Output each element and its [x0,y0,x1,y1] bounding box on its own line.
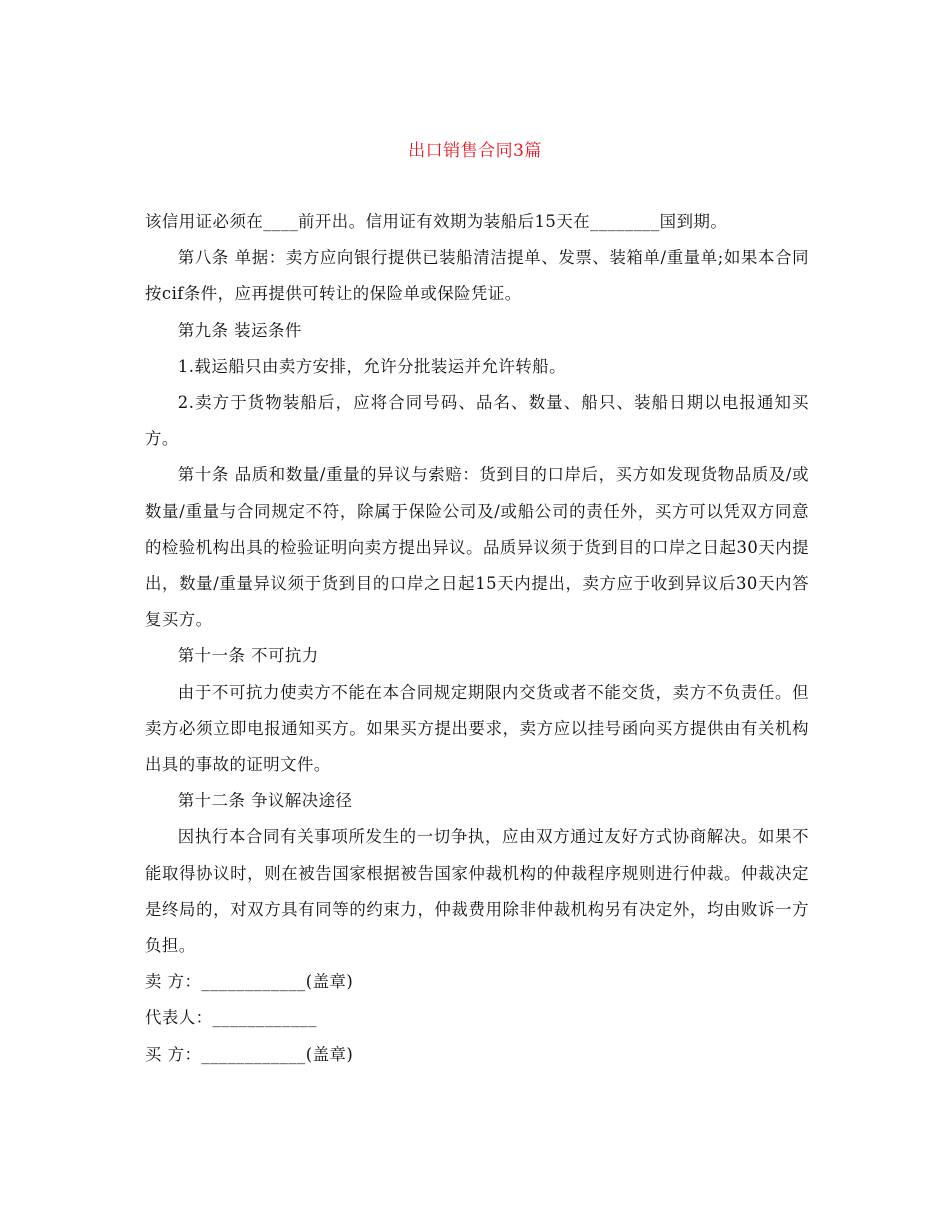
paragraph: 第十条 品质和数量/重量的异议与索赔：货到目的口岸后，买方如发现货物品质及/或数量/重量与合同规定不符，除属于保险公司及/或船公司的责任外，买方可以凭双方同意的检验机构出具的检验证明向卖方提出异议。品质异议须于货到目的口岸之日起30天内提出，数量/重量异议须于货到目的口岸之日起15天内提出，卖方应于收到异议后30天内答复买方。 [145,465,809,630]
section-heading: 第九条 装运条件 [177,320,302,340]
signature-seller: 卖 方：____________(盖章) [145,972,354,992]
signature-representative: 代表人：____________ [145,1008,317,1028]
paragraph: 由于不可抗力使卖方不能在本合同规定期限内交货或者不能交货，卖方不负责任。但卖方必须立即电报通知买方。如果买方提出要求，卖方应以挂号函向买方提供由有关机构出具的事故的证明文件。 [145,682,809,775]
section-heading: 第十二条 争议解决途径 [177,791,353,811]
paragraph: 1.载运船只由卖方安排，允许分批装运并允许转船。 [177,356,567,376]
document-body [145,204,809,1073]
section-heading: 第十一条 不可抗力 [177,646,319,666]
signature-buyer: 买 方：____________(盖章) [145,1044,354,1064]
paragraph: 该信用证必须在____前开出。信用证有效期为装船后15天在________国到期。 [145,212,728,231]
paragraph: 因执行本合同有关事项所发生的一切争执，应由双方通过友好方式协商解决。如果不能取得协议时，则在被告国家根据被告国家仲裁机构的仲裁程序规则进行仲裁。仲裁决定是终局的，对双方具有同等的约束力，仲裁费用除非仲裁机构另有决定外，均由败诉一方负担。 [145,827,809,956]
document-title: 出口销售合同3篇 [408,141,542,161]
paragraph: 第八条 单据：卖方应向银行提供已装船清洁提单、发票、装箱单/重量单;如果本合同按cif条件，应再提供可转让的保险单或保险凭证。 [145,248,809,304]
paragraph: 2.卖方于货物装船后，应将合同号码、品名、数量、船只、装船日期以电报通知买方。 [145,393,809,449]
